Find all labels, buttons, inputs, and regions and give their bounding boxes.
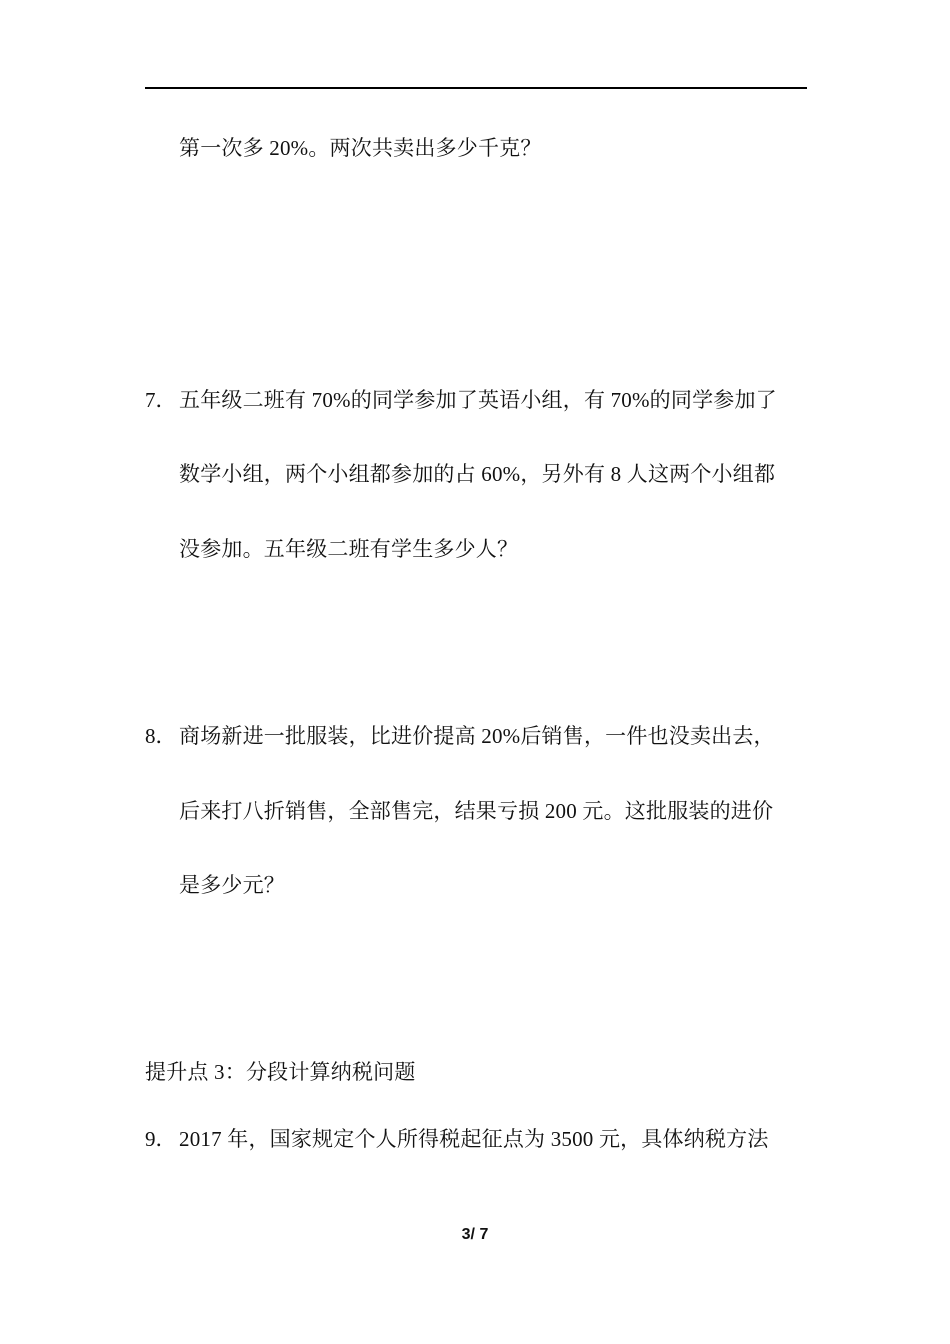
header-rule: [145, 87, 807, 89]
question-number: 9．: [145, 1127, 177, 1151]
question-line: 后来打八折销售，全部售完，结果亏损 200 元。这批服装的进价: [179, 799, 774, 823]
question-number: 7．: [145, 388, 177, 412]
question-line: 是多少元？: [179, 873, 285, 897]
question-line: 2017 年，国家规定个人所得税起征点为 3500 元，具体纳税方法: [179, 1127, 769, 1151]
continuation-line: 第一次多 20%。两次共卖出多少千克？: [179, 136, 542, 160]
section-heading: 提升点 3：分段计算纳税问题: [145, 1060, 416, 1084]
question-line: 没参加。五年级二班有学生多少人？: [179, 537, 519, 561]
page-number: 3/ 7: [461, 1226, 489, 1243]
question-line: 商场新进一批服装，比进价提高 20%后销售，一件也没卖出去，: [179, 724, 775, 748]
question-number: 8．: [145, 724, 177, 748]
question-line: 数学小组，两个小组都参加的占 60%，另外有 8 人这两个小组都: [179, 462, 776, 486]
question-line: 五年级二班有 70%的同学参加了英语小组，有 70%的同学参加了: [179, 388, 777, 412]
